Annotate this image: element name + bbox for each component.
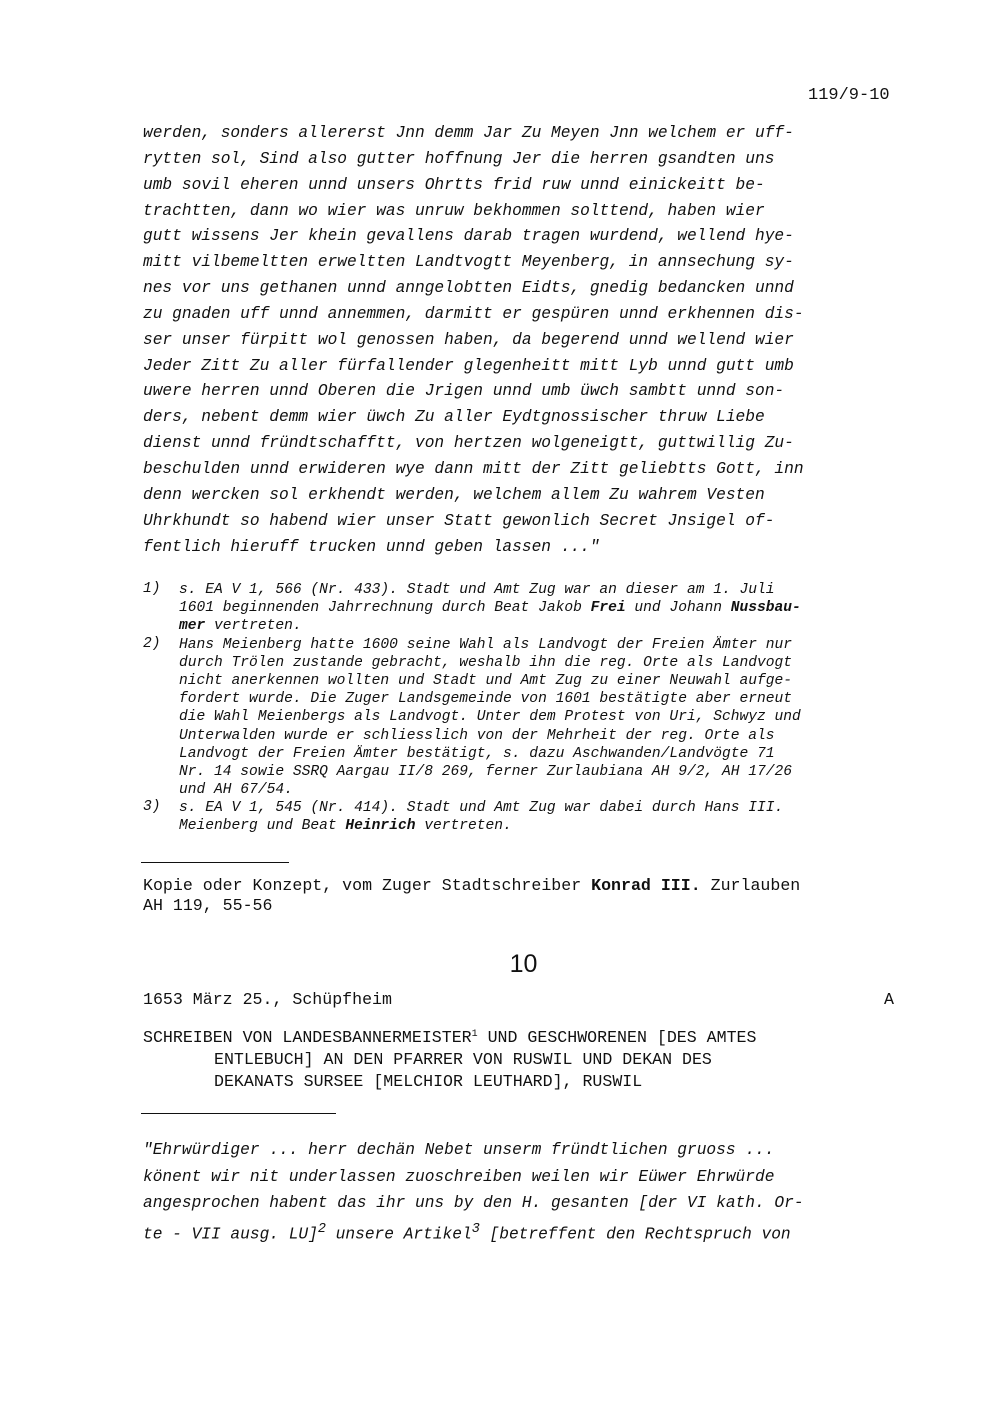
footnote-2: [143, 636, 923, 800]
text-line: "Ehrwürdiger ... herr dechän Nebet unserm fründtlichen gruoss ...: [143, 1141, 775, 1159]
footnote-line: Unterwalden wurde er schliesslich von der Mehrheit der reg. Orte als: [179, 727, 775, 744]
text-line: rytten sol, Sind also gutter hoffnung Jer die herren gsandten uns: [143, 149, 775, 168]
text-line: uwere herren unnd Oberen die Jrigen unnd umb üwch sambtt unnd son-: [143, 382, 785, 401]
footnote-text: vertreten.: [205, 618, 302, 635]
footnote-ref: 3: [471, 1221, 480, 1237]
text-line: angesprochen habent das ihr uns by den H. gesanten [der VI kath. Or-: [143, 1194, 804, 1212]
footnote-line: und AH 67/54.: [179, 782, 293, 799]
footnotes: [143, 581, 923, 836]
main-text: [143, 121, 913, 560]
person-name: Nussbau-: [730, 600, 801, 617]
text-line: denn wercken sol erkhendt werden, welchem allem Zu wahrem Vesten: [143, 485, 765, 504]
footnote-line: Nr. 14 sowie SSRQ Aargau II/8 269, ferner Zurlaubiana AH 9/2, AH 17/26: [179, 763, 793, 780]
source-line: Kopie oder Konzept, vom Zuger Stadtschreiber Konrad III. Zurlauben: [143, 876, 801, 895]
footnote-line: nicht anerkennen wollten und Stadt und Amt Zug zu einer Neuwahl aufge-: [179, 672, 793, 689]
footnote-number: 3): [143, 799, 161, 816]
footnote-line: s. EA V 1, 545 (Nr. 414). Stadt und Amt Zug war dabei durch Hans III.: [179, 800, 784, 817]
source-note: [143, 876, 800, 916]
text-line: Jeder Zitt Zu aller fürfallender glegenheitt mitt Lyb unnd gutt umb: [143, 356, 794, 375]
person-name: Heinrich: [345, 818, 416, 835]
footnote-text: 1601 beginnenden Jahrrechnung durch Beat Jakob: [179, 600, 591, 617]
text-line: beschulden unnd erwideren wye dann mitt der Zitt geliebtts Gott, inn: [143, 459, 804, 478]
text-line: Uhrkhundt so habend wier unser Statt gewonlich Secret Jnsigel of-: [143, 511, 775, 530]
text-line: werden, sonders allererst Jnn demm Jar Zu Meyen Jnn welchem er uff-: [143, 124, 794, 142]
footnote-number: 1): [143, 581, 161, 597]
footnote-line: durch Trölen zustande gebracht, weshalb ihn die reg. Orte als Landvogt: [179, 654, 793, 671]
title-line: SCHREIBEN VON LANDESBANNERMEISTER$^1$ UND GESCHWORENEN [DES AMTES: [143, 1028, 757, 1047]
text-line: zu gnaden uff unnd annemmen, darmitt er gespüren unnd erkhennen dis-: [143, 304, 804, 323]
source-line: AH 119, 55-56: [143, 896, 273, 915]
footnote-number: 2): [143, 635, 161, 652]
footnote-line: Landvogt der Freien Ämter bestätigt, s. dazu Aschwanden/Landvögte 71: [179, 745, 775, 762]
footnote-line: [179, 599, 923, 617]
footnote-line: die Wahl Meienbergs als Landvogt. Unter dem Protest von Uri, Schwyz und: [179, 709, 801, 726]
document-title: [143, 1027, 756, 1093]
text-line: te - VII ausg. LU]$^2$ unsere Artikel$^3$ [betreffent den Rechtspruch von: [143, 1221, 791, 1243]
person-name: Konrad III.: [591, 876, 701, 895]
section-divider: [141, 862, 289, 863]
text-line: trachtten, dann wo wier was unruw bekhommen solttend, haben wier: [143, 201, 765, 220]
footnote-text: vertreten.: [415, 818, 512, 835]
text-line: könent wir nit underlassen zuoschreiben weilen wir Eüwer Ehrwürde: [143, 1167, 775, 1186]
footnote-text: und Johann: [625, 600, 731, 617]
text-line: gutt wissens Jer khein gevallens darab tragen wurdend, wellend hye-: [143, 227, 794, 246]
record-type: A: [884, 990, 894, 1009]
quoted-text: [143, 1137, 923, 1243]
page-reference: 119/9-10: [808, 86, 890, 105]
text-line: dienst unnd fründtschafftt, von hertzen wolgeneigtt, guttwillig Zu-: [143, 434, 794, 453]
footnote-line: [179, 817, 923, 835]
date-place: 1653 März 25., Schüpfheim: [143, 990, 392, 1009]
footnote-line: s. EA V 1, 566 (Nr. 433). Stadt und Amt Zug war an dieser am 1. Juli: [179, 582, 775, 598]
person-name: Frei: [590, 600, 626, 617]
footnote-line: fordert wurde. Die Zuger Landsgemeinde von 1601 bestätigte aber erneut: [179, 691, 793, 708]
text-line: fentlich hieruff trucken unnd geben lassen ...": [143, 537, 600, 556]
text-line: ser unser fürpitt wol genossen haben, da begerend unnd wellend wier: [143, 330, 794, 349]
footnote-line: [179, 617, 923, 635]
document-number: 10: [509, 950, 538, 978]
footnote-3: [143, 799, 923, 835]
title-line: DEKANATS SURSEE [MELCHIOR LEUTHARD], RUSWIL: [214, 1072, 643, 1091]
text-line: umb sovil eheren unnd unsers Ohrtts frid ruw unnd einickeitt be-: [143, 175, 765, 194]
section-divider: [141, 1113, 336, 1114]
text-line: mitt vilbemeltten erweltten Landtvogtt Meyenberg, in annsechung sy-: [143, 253, 794, 272]
footnote-line: Hans Meienberg hatte 1600 seine Wahl als Landvogt der Freien Ämter nur: [179, 636, 793, 653]
footnote-text: Meienberg und Beat: [179, 818, 346, 835]
text-line: nes vor uns gethanen unnd anngelobtten Eidts, gnedig bedancken unnd: [143, 279, 794, 298]
text-line: ders, nebent demm wier üwch Zu aller Eydtgnossischer thruw Liebe: [143, 408, 765, 427]
footnote-ref: 1: [471, 1029, 478, 1040]
footnote-1: [143, 581, 923, 636]
person-name: mer: [179, 618, 206, 635]
footnote-ref: 2: [317, 1221, 326, 1237]
title-line: ENTLEBUCH] AN DEN PFARRER VON RUSWIL UND DEKAN DES: [214, 1050, 712, 1069]
